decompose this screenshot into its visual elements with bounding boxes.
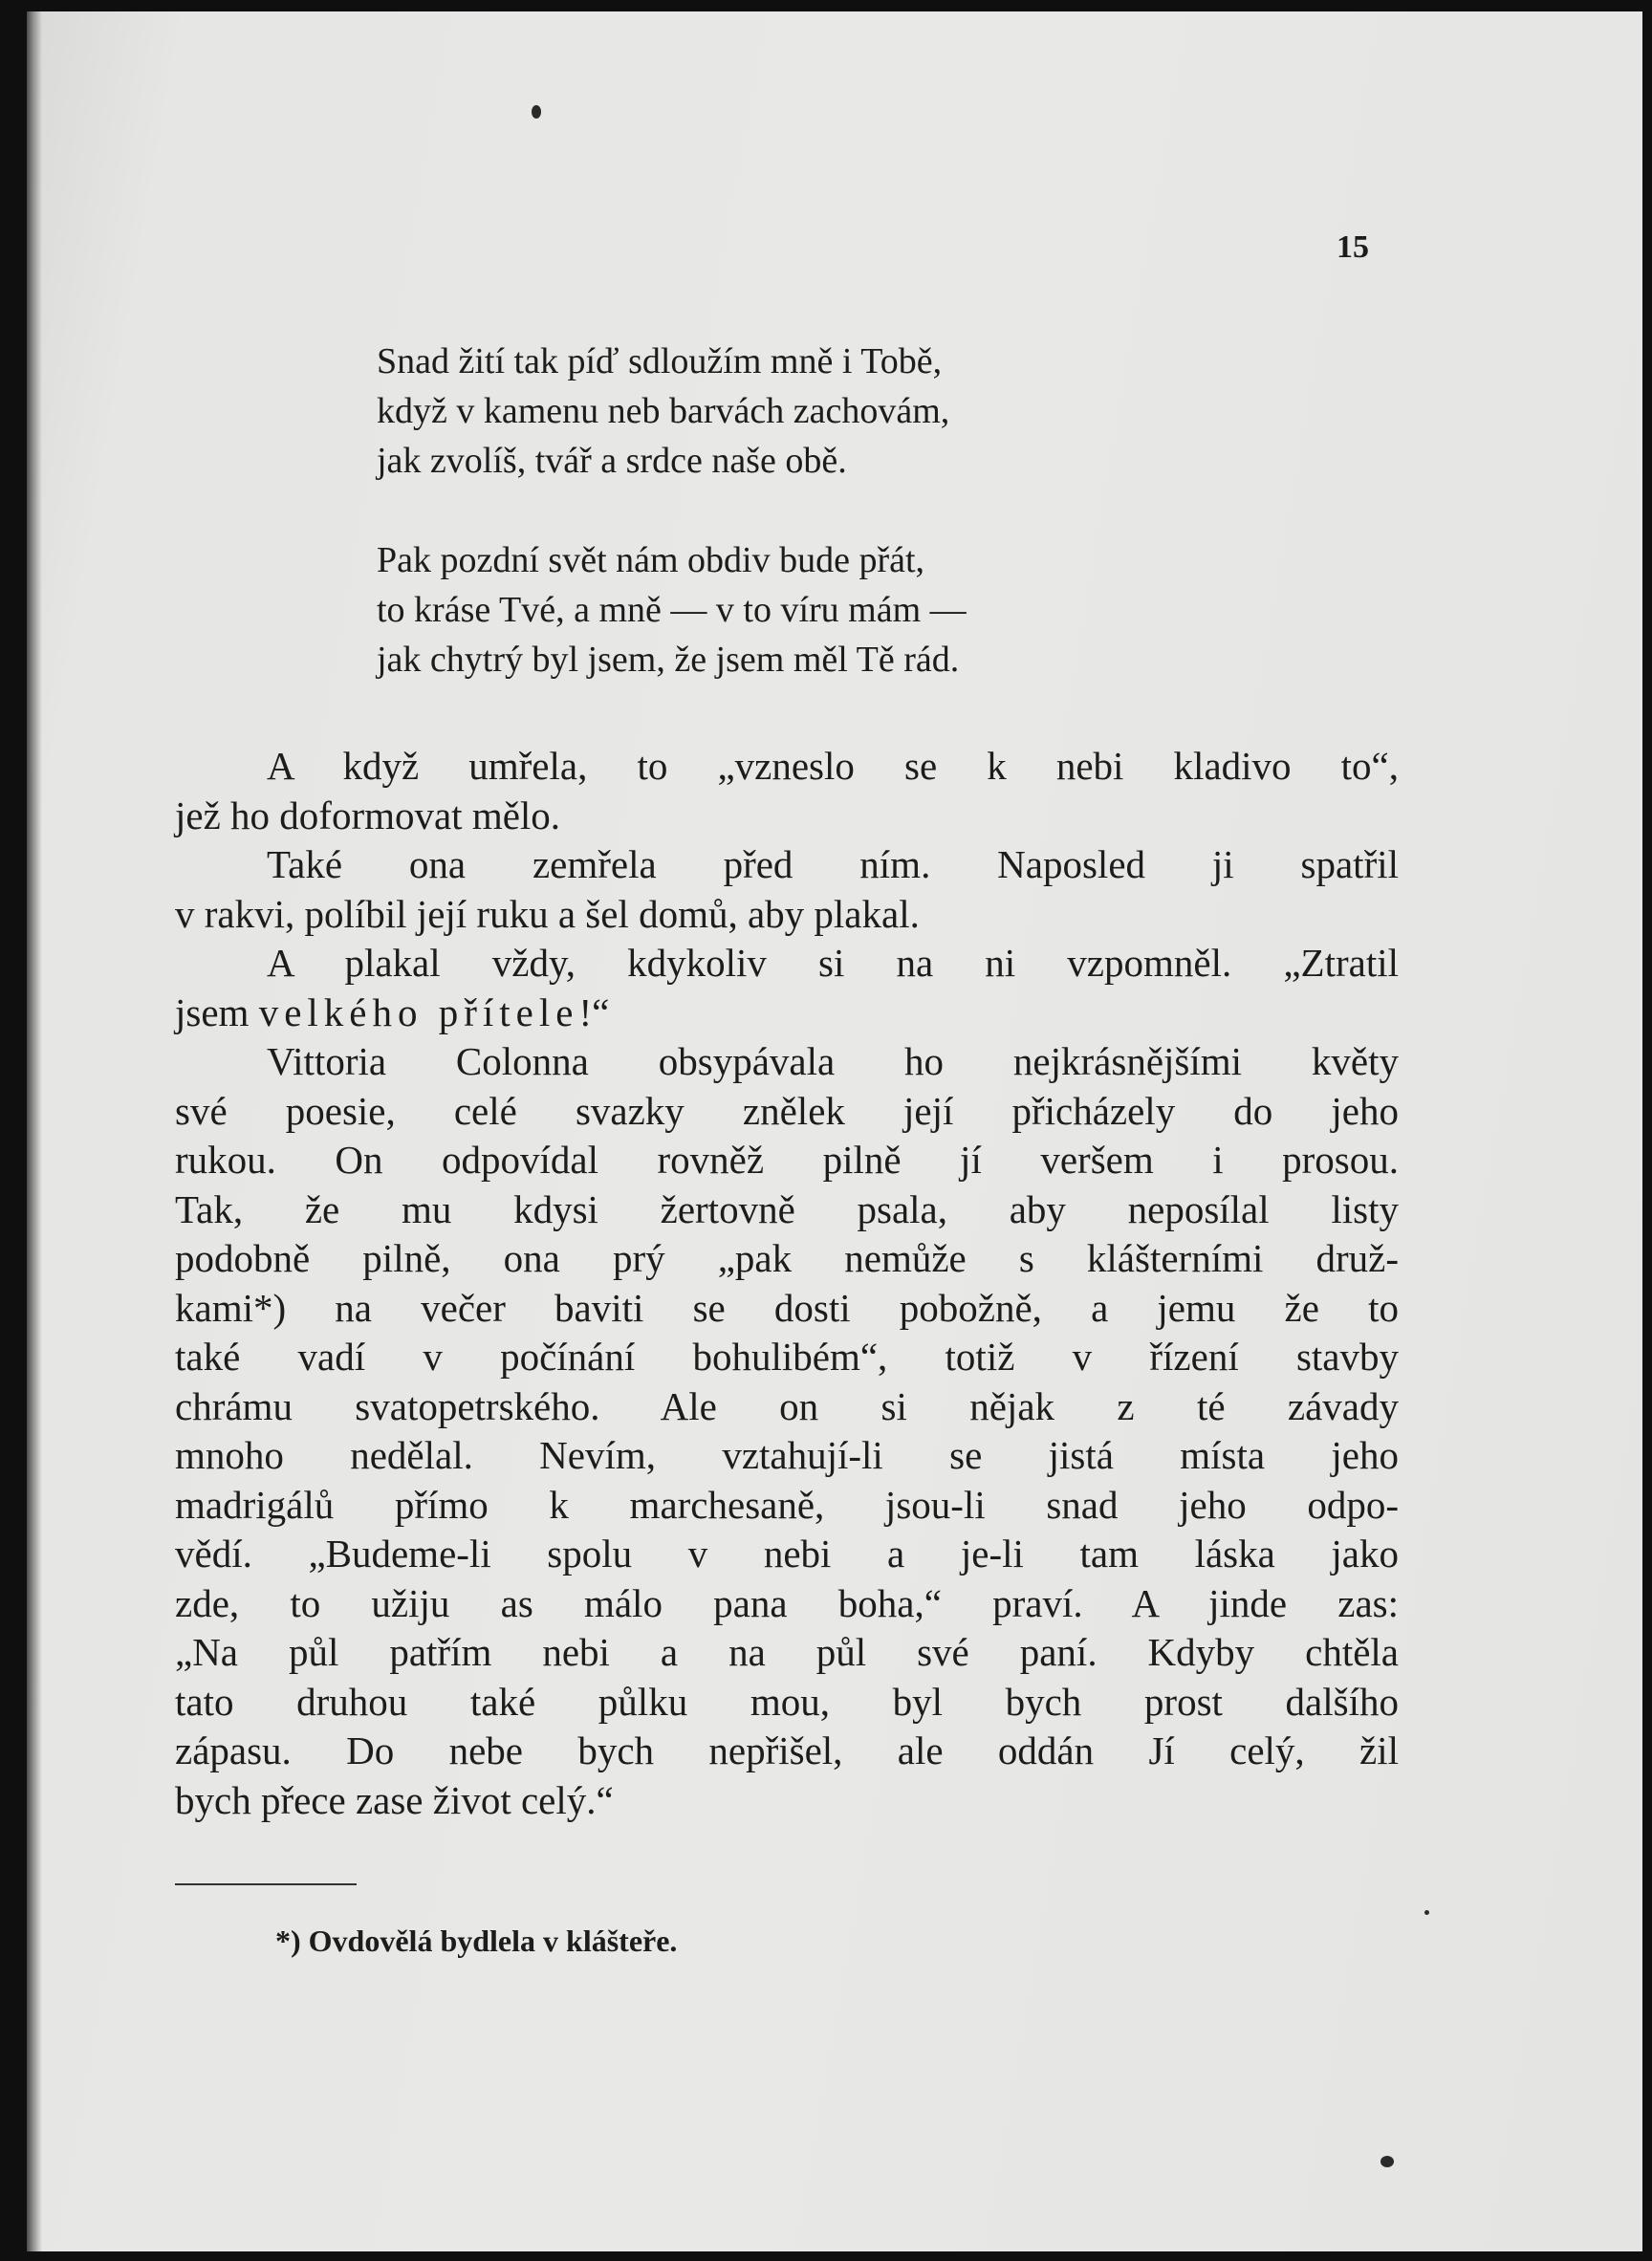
text-line: jež ho doformovat mělo. — [175, 793, 561, 837]
poem-stanza-1 — [377, 337, 949, 486]
text-line: chrámu svatopetrského. Ale on si nějak z té závady — [175, 1383, 1399, 1428]
paragraph — [175, 939, 1399, 1037]
paragraph — [175, 840, 1399, 939]
text-line: rukou. On odpovídal rovněž pilně jí veršem i prosou. — [175, 1138, 1399, 1182]
poem-line: Pak pozdní svět nám obdiv bude přát, — [377, 540, 925, 580]
footnote-rule — [175, 1883, 357, 1885]
text-line: v rakvi, políbil její ruku a šel domů, aby plakal. — [175, 891, 920, 936]
text-line: „Na půl patřím nebi a na půl své paní. Kdyby chtěla — [175, 1630, 1399, 1674]
spaced-prefix: jsem — [175, 989, 259, 1034]
text-line: A když umřela, to „vzneslo se k nebi kladivo to“, — [267, 744, 1399, 788]
poem-line: to kráse Tvé, a mně — v to víru mám — — [377, 590, 967, 630]
page-number: 15 — [1337, 229, 1369, 265]
text-line: vědí. „Budeme-li spolu v nebi a je-li tam láska jako — [175, 1532, 1399, 1576]
text-line: Tak, že mu kdysi žertovně psala, aby neposílal listy — [175, 1186, 1399, 1231]
text-line: A plakal vždy, kdykoliv si na ni vzpomněl. „Ztratil — [267, 941, 1399, 985]
text-line: mnoho nedělal. Nevím, vztahují-li se jistá místa jeho — [175, 1433, 1399, 1477]
text-line: zde, to užiju as málo pana boha,“ praví. A jinde zas: — [175, 1580, 1399, 1625]
page-edge-shadow — [27, 11, 42, 2251]
text-line: Také ona zemřela před ním. Naposled ji spatřil — [267, 842, 1399, 886]
ink-speck — [1380, 2156, 1394, 2167]
text-line: zápasu. Do nebe bych nepřišel, ale oddán Jí celý, žil — [175, 1728, 1399, 1772]
text-line: bych přece zase život celý.“ — [175, 1777, 614, 1822]
paragraph — [175, 1037, 1399, 1825]
spaced-suffix: !“ — [578, 989, 610, 1034]
text-line: kami*) na večer baviti se dosti pobožně, a jemu že to — [175, 1285, 1399, 1330]
text-line: své poesie, celé svazky znělek její přicházely do jeho — [175, 1088, 1399, 1133]
paragraph — [175, 742, 1399, 840]
text-line: madrigálů přímo k marchesaně, jsou-li snad jeho odpo- — [175, 1482, 1399, 1527]
poem-line: jak chytrý byl jsem, že jsem měl Tě rád. — [377, 640, 960, 680]
poem-line: když v kamenu neb barvách zachovám, — [377, 391, 950, 431]
text-line: podobně pilně, ona prý „pak nemůže s klášterními druž- — [175, 1236, 1399, 1280]
poem-line: Snad žití tak píď sdloužím mně i Tobě, — [377, 341, 943, 381]
ink-speck — [532, 105, 541, 119]
emphasized-text: velkého přítele — [258, 989, 579, 1034]
ink-speck — [1424, 1910, 1429, 1915]
text-line: Vittoria Colonna obsypávala ho nejkrásnějšími květy — [267, 1039, 1399, 1083]
text-line: také vadí v počínání bohulibém“, totiž v řízení stavby — [175, 1335, 1399, 1379]
footnote: *) Ovdovělá bydlela v klášteře. — [275, 1924, 678, 1958]
book-page — [27, 11, 1642, 2251]
poem-stanza-2 — [377, 535, 967, 685]
text-line — [175, 989, 1399, 1038]
prose-body — [175, 742, 1399, 1825]
poem-line: jak zvolíš, tvář a srdce naše obě. — [377, 441, 847, 481]
text-line: tato druhou také půlku mou, byl bych prost dalšího — [175, 1679, 1399, 1724]
